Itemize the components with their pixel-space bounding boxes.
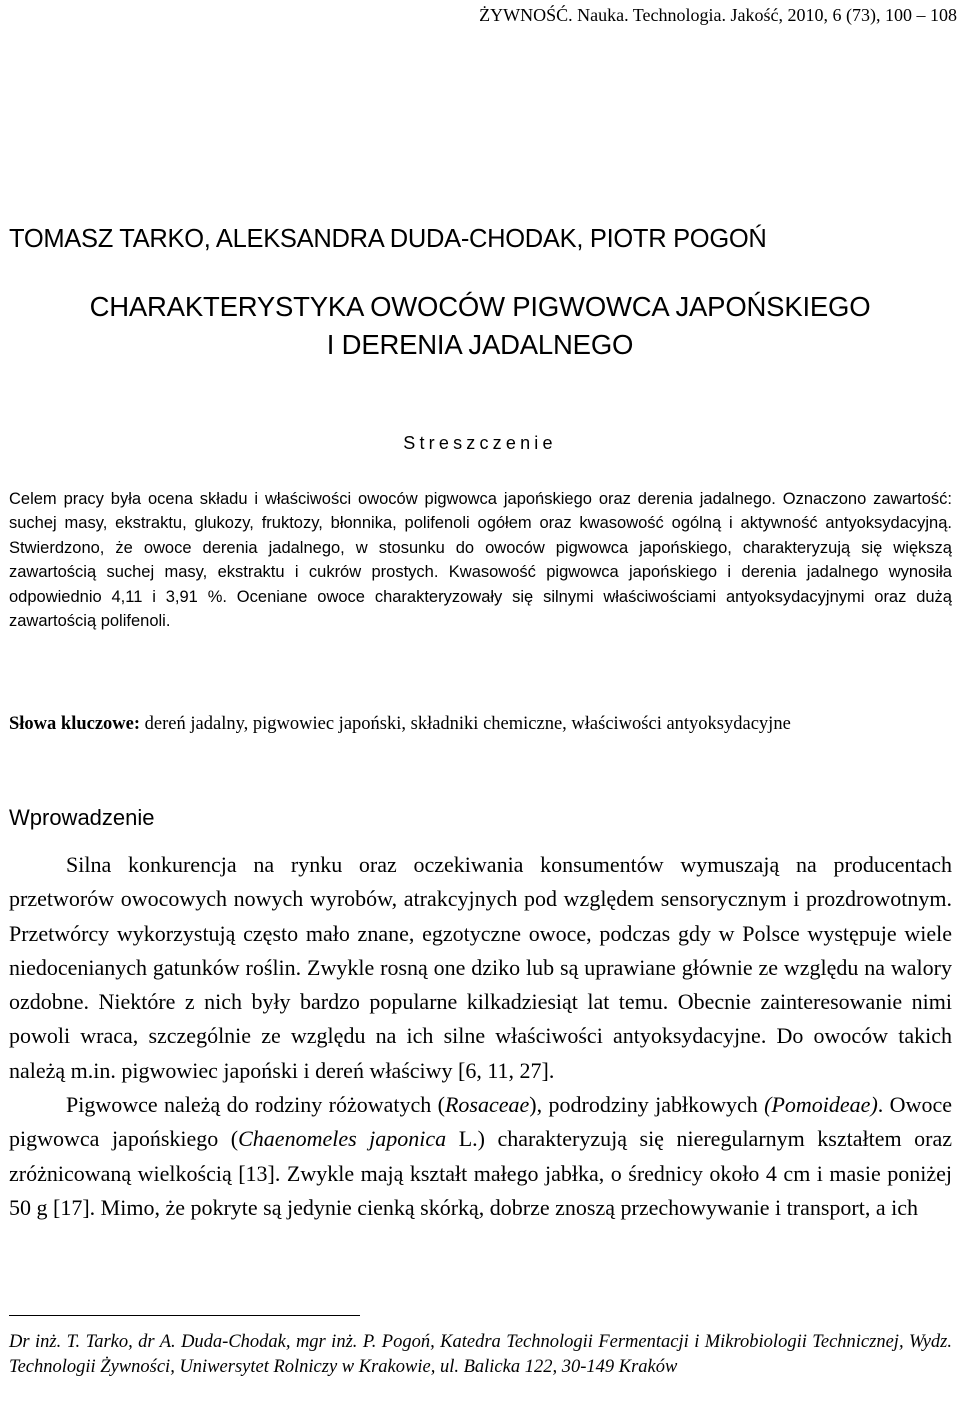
article-title	[0, 288, 960, 364]
p2-text-b: ), podrodziny jabłkowych	[529, 1092, 765, 1118]
title-line-2: I DERENIA JADALNEGO	[326, 329, 634, 360]
keywords-list: dereń jadalny, pigwowiec japoński, składniki chemiczne, właściwości antyoksydacyjne	[140, 714, 791, 734]
p2-text-d: L.) charakteryzują się nieregularnym kształtem oraz zróżnicowaną wielkością [13]. Zwykle mają kształt małego jabłka, o średnicy około 4 cm i masie poniżej 50 g [17]. Mimo, że pokryte są jedynie cienką skórką, dobrze znoszą przechowywanie i transport, a ich	[9, 1126, 952, 1220]
article-authors: TOMASZ TARKO, ALEKSANDRA DUDA-CHODAK, PIOTR POGOŃ	[9, 225, 767, 253]
abstract-paragraph: Celem pracy była ocena składu i właściwości owoców pigwowca japońskiego oraz derenia jadalnego. Oznaczono zawartość: suchej masy, ekstraktu, glukozy, fruktozy, błonnika, polifenoli ogółem oraz kwasowość ogólną i aktywność antyoksydacyjną. Stwierdzono, że owoce derenia jadalnego, w stosunku do owoców pigwowca japońskiego, charakteryzują się większą zawartością suchej masy, ekstraktu i cukrów prostych. Kwasowość pigwowca japońskiego i derenia jadalnego wynosiła odpowiednio 4,11 i 3,91 %. Oceniane owoce charakteryzowały się silnymi właściwościami antyoksydacyjnymi oraz dużą zawartością polifenoli.	[9, 490, 952, 631]
p2-text-a: Pigwowce należą do rodziny różowatych (	[66, 1092, 445, 1118]
keywords	[9, 712, 952, 736]
taxon-rosaceae: Rosaceae	[444, 1092, 530, 1118]
p2-text-c: . Owoce pigwowca japońskiego (	[9, 1092, 952, 1152]
abstract-heading: Streszczenie	[403, 433, 557, 453]
taxon-chaenomeles-japonica: Chaenomeles japonica	[238, 1126, 447, 1152]
author-affiliation-footnote	[9, 1330, 952, 1379]
journal-header: ŻYWNOŚĆ. Nauka. Technologia. Jakość, 2010, 6 (73), 100 – 108	[479, 5, 957, 25]
keywords-label: Słowa kluczowe:	[9, 714, 141, 734]
taxon-pomoideae: (Pomoideae)	[764, 1092, 878, 1118]
abstract-text	[9, 487, 952, 633]
introduction-paragraph-1: Silna konkurencja na rynku oraz oczekiwania konsumentów wymuszają na producentach przetworów owocowych nowych wyrobów, atrakcyjnych pod względem sensorycznym i prozdrowotnym. Przetwórcy wykorzystują często mało znane, egzotyczne owoce, podczas gdy w Polsce występuje wiele niedocenianych gatunków roślin. Zwykle rosną one dziko lub są uprawiane głównie ze względu na walory ozdobne. Niektóre z nich były bardzo popularne kilkadziesiąt lat temu. Obecnie zainteresowanie nimi powoli wraca, szczególnie ze względu na ich silne właściwości antyoksydacyjne. Do owoców takich należą m.in. pigwowiec japoński i dereń właściwy [6, 11, 27].	[9, 852, 952, 1083]
section-heading-introduction: Wprowadzenie	[9, 805, 155, 830]
introduction-paragraph-2	[9, 1088, 952, 1225]
footnote-text: Dr inż. T. Tarko, dr A. Duda-Chodak, mgr inż. P. Pogoń, Katedra Technologii Fermentacji i Mikrobiologii Technicznej, Wydz. Technologii Żywności, Uniwersytet Rolniczy w Krakowie, ul. Balicka 122, 30-149 Kraków	[9, 1332, 952, 1377]
title-line-1: CHARAKTERYSTYKA OWOCÓW PIGWOWCA JAPOŃSKIEGO	[89, 291, 871, 322]
introduction-body	[9, 848, 952, 1225]
footnote-separator	[9, 1315, 360, 1316]
